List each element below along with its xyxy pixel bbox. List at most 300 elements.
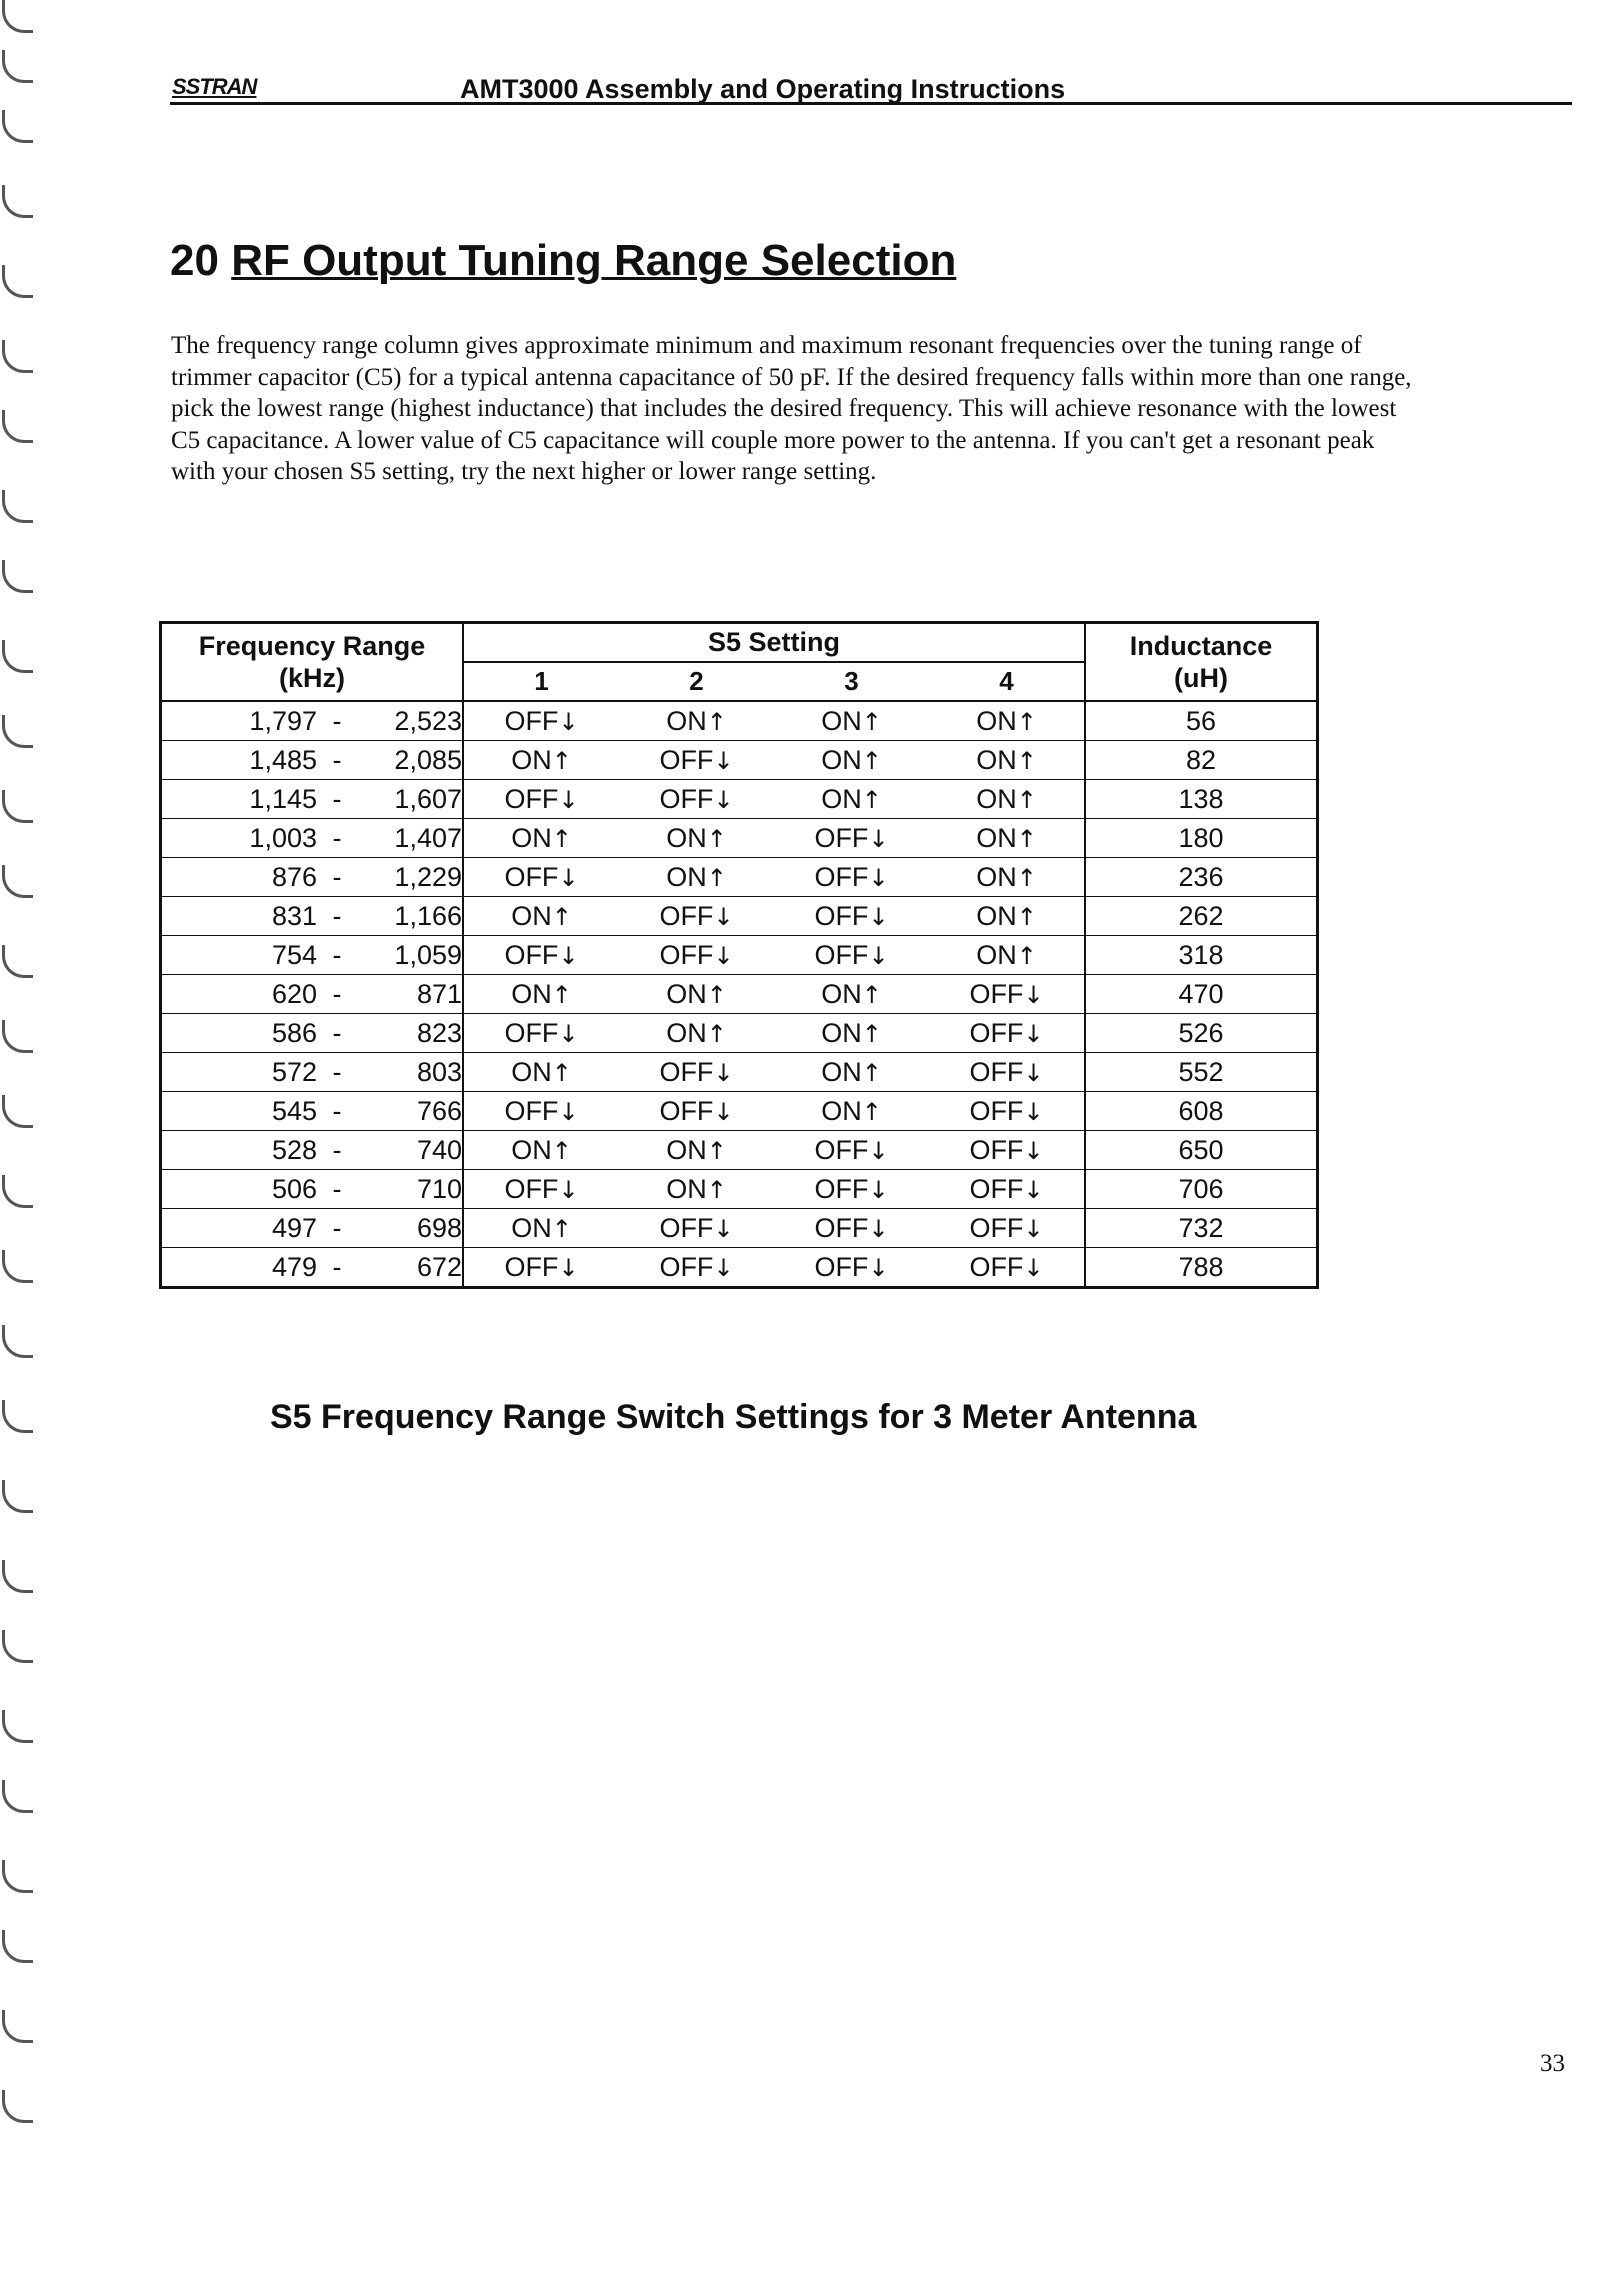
freq-min-cell: 620 bbox=[161, 975, 318, 1014]
switch-state-label: ON bbox=[821, 1056, 862, 1087]
inductance-cell: 552 bbox=[1085, 1053, 1318, 1092]
switch-state-cell bbox=[774, 701, 929, 741]
freq-dash-cell: - bbox=[317, 1131, 357, 1170]
binding-ring bbox=[2, 1930, 33, 1963]
switch-state-label: OFF bbox=[814, 1134, 869, 1165]
table-row bbox=[161, 701, 1318, 741]
switch-state-cell bbox=[463, 1209, 619, 1248]
freq-dash-cell: - bbox=[317, 780, 357, 819]
arrow-down-icon: ↓ bbox=[713, 1058, 734, 1087]
freq-dash-cell: - bbox=[317, 858, 357, 897]
switch-state-cell bbox=[619, 1092, 774, 1131]
binding-ring bbox=[2, 1250, 33, 1283]
switch-state-cell bbox=[929, 858, 1085, 897]
table-row bbox=[161, 1170, 1318, 1209]
arrow-down-icon: ↓ bbox=[868, 1253, 889, 1282]
inductance-header-unit: (uH) bbox=[1174, 663, 1228, 693]
inductance-cell: 788 bbox=[1085, 1248, 1318, 1288]
switch-state-cell bbox=[463, 936, 619, 975]
switch-state-cell bbox=[774, 1014, 929, 1053]
freq-max-cell: 766 bbox=[357, 1092, 463, 1131]
arrow-down-icon: ↓ bbox=[868, 1175, 889, 1204]
freq-range-header bbox=[161, 623, 464, 702]
table-row bbox=[161, 1092, 1318, 1131]
switch-state-cell bbox=[619, 858, 774, 897]
arrow-down-icon: ↓ bbox=[868, 824, 889, 853]
inductance-cell: 56 bbox=[1085, 701, 1318, 741]
inductance-header-label: Inductance bbox=[1129, 631, 1273, 661]
switch-state-cell bbox=[463, 1092, 619, 1131]
switch-state-label: OFF bbox=[814, 1212, 869, 1243]
switch-state-cell bbox=[929, 819, 1085, 858]
switch-state-label: OFF bbox=[504, 1017, 559, 1048]
arrow-up-icon: ↑ bbox=[861, 746, 882, 775]
arrow-down-icon: ↓ bbox=[713, 785, 734, 814]
arrow-up-icon: ↑ bbox=[551, 902, 572, 931]
switch-state-label: OFF bbox=[969, 1134, 1024, 1165]
switch-state-label: ON bbox=[511, 1212, 552, 1243]
arrow-up-icon: ↑ bbox=[1016, 824, 1037, 853]
arrow-up-icon: ↑ bbox=[551, 746, 572, 775]
binding-ring bbox=[2, 2010, 33, 2043]
switch-state-cell bbox=[463, 858, 619, 897]
switch-state-label: ON bbox=[511, 1134, 552, 1165]
table-row bbox=[161, 936, 1318, 975]
switch-state-label: ON bbox=[821, 1017, 862, 1048]
binding-ring bbox=[2, 185, 33, 218]
switch-state-label: OFF bbox=[969, 1095, 1024, 1126]
switch-state-cell bbox=[619, 819, 774, 858]
arrow-down-icon: ↓ bbox=[1023, 1019, 1044, 1048]
binding-ring bbox=[2, 1560, 33, 1593]
freq-min-cell: 479 bbox=[161, 1248, 318, 1288]
binding-ring bbox=[2, 410, 33, 443]
intro-line: with your chosen S5 setting, try the next higher or lower range setting. bbox=[171, 458, 877, 485]
switch-state-label: OFF bbox=[969, 1017, 1024, 1048]
intro-paragraph bbox=[171, 330, 1571, 488]
switch-state-cell bbox=[929, 1053, 1085, 1092]
switch-state-cell bbox=[619, 1131, 774, 1170]
binding-ring bbox=[2, 2090, 33, 2123]
freq-max-cell: 803 bbox=[357, 1053, 463, 1092]
freq-dash-cell: - bbox=[317, 975, 357, 1014]
freq-min-cell: 1,797 bbox=[161, 701, 318, 741]
binding-ring bbox=[2, 865, 33, 898]
arrow-down-icon: ↓ bbox=[713, 1097, 734, 1126]
arrow-up-icon: ↑ bbox=[1016, 785, 1037, 814]
freq-max-cell: 2,085 bbox=[357, 741, 463, 780]
switch-state-label: ON bbox=[821, 978, 862, 1009]
arrow-down-icon: ↓ bbox=[558, 1019, 579, 1048]
intro-line: trimmer capacitor (C5) for a typical antenna capacitance of 50 pF. If the desired frequency falls within more than one range, bbox=[171, 363, 1412, 391]
table-caption: S5 Frequency Range Switch Settings for 3 Meter Antenna bbox=[270, 1398, 1197, 1436]
switch-state-cell bbox=[929, 1248, 1085, 1288]
arrow-down-icon: ↓ bbox=[713, 941, 734, 970]
binding-ring bbox=[2, 1020, 33, 1053]
switch-state-cell bbox=[929, 936, 1085, 975]
page-header bbox=[170, 72, 1572, 105]
switch-state-cell bbox=[619, 780, 774, 819]
intro-line: pick the lowest range (highest inductance) that includes the desired frequency. This will achieve resonance with the lowest bbox=[171, 395, 1397, 422]
switch-state-cell bbox=[774, 1248, 929, 1288]
arrow-up-icon: ↑ bbox=[861, 1097, 882, 1126]
binding-ring bbox=[2, 1175, 33, 1208]
switch-number-1: 1 bbox=[463, 662, 619, 701]
freq-min-cell: 528 bbox=[161, 1131, 318, 1170]
switch-settings-table bbox=[159, 621, 1319, 1289]
freq-dash-cell: - bbox=[317, 701, 357, 741]
binding-ring bbox=[2, 790, 33, 823]
freq-min-cell: 586 bbox=[161, 1014, 318, 1053]
switch-state-label: OFF bbox=[504, 1251, 559, 1282]
arrow-down-icon: ↓ bbox=[558, 1097, 579, 1126]
switch-state-label: ON bbox=[821, 1095, 862, 1126]
table-row bbox=[161, 780, 1318, 819]
arrow-down-icon: ↓ bbox=[558, 785, 579, 814]
switch-state-label: OFF bbox=[814, 939, 869, 970]
binding-ring bbox=[2, 945, 33, 978]
freq-dash-cell: - bbox=[317, 1092, 357, 1131]
table-row bbox=[161, 858, 1318, 897]
freq-min-cell: 1,145 bbox=[161, 780, 318, 819]
freq-min-cell: 545 bbox=[161, 1092, 318, 1131]
arrow-down-icon: ↓ bbox=[558, 707, 579, 736]
arrow-up-icon: ↑ bbox=[706, 707, 727, 736]
freq-max-cell: 698 bbox=[357, 1209, 463, 1248]
switch-state-cell bbox=[929, 1209, 1085, 1248]
switch-state-cell bbox=[774, 897, 929, 936]
freq-min-cell: 876 bbox=[161, 858, 318, 897]
switch-state-label: ON bbox=[976, 744, 1017, 775]
inductance-cell: 318 bbox=[1085, 936, 1318, 975]
switch-state-cell bbox=[619, 701, 774, 741]
switch-state-label: OFF bbox=[969, 1056, 1024, 1087]
arrow-down-icon: ↓ bbox=[1023, 1253, 1044, 1282]
freq-max-cell: 672 bbox=[357, 1248, 463, 1288]
inductance-cell: 706 bbox=[1085, 1170, 1318, 1209]
switch-state-label: OFF bbox=[814, 861, 869, 892]
switch-state-cell bbox=[774, 1209, 929, 1248]
arrow-up-icon: ↑ bbox=[706, 1136, 727, 1165]
switch-state-cell bbox=[929, 1131, 1085, 1170]
freq-dash-cell: - bbox=[317, 1248, 357, 1288]
switch-state-label: ON bbox=[666, 705, 707, 736]
freq-min-cell: 497 bbox=[161, 1209, 318, 1248]
arrow-up-icon: ↑ bbox=[861, 785, 882, 814]
arrow-down-icon: ↓ bbox=[1023, 1097, 1044, 1126]
freq-max-cell: 2,523 bbox=[357, 701, 463, 741]
table-row bbox=[161, 1053, 1318, 1092]
switch-state-cell bbox=[463, 1014, 619, 1053]
switch-state-label: ON bbox=[511, 900, 552, 931]
arrow-down-icon: ↓ bbox=[1023, 1136, 1044, 1165]
switch-state-label: ON bbox=[821, 783, 862, 814]
arrow-down-icon: ↓ bbox=[1023, 1214, 1044, 1243]
s5-setting-header: S5 Setting bbox=[463, 623, 1085, 663]
arrow-up-icon: ↑ bbox=[1016, 941, 1037, 970]
switch-state-cell bbox=[463, 1053, 619, 1092]
switch-state-cell bbox=[774, 936, 929, 975]
table-row bbox=[161, 819, 1318, 858]
switch-state-cell bbox=[774, 1170, 929, 1209]
switch-state-label: OFF bbox=[814, 900, 869, 931]
switch-state-cell bbox=[929, 701, 1085, 741]
switch-state-cell bbox=[619, 1209, 774, 1248]
freq-max-cell: 1,059 bbox=[357, 936, 463, 975]
arrow-down-icon: ↓ bbox=[868, 863, 889, 892]
sstran-logo: SSTRAN bbox=[172, 74, 257, 99]
intro-line: C5 capacitance. A lower value of C5 capacitance will couple more power to the antenna. If you can't get a resonant peak bbox=[171, 426, 1375, 454]
switch-state-cell bbox=[929, 780, 1085, 819]
switch-state-label: OFF bbox=[969, 1173, 1024, 1204]
switch-state-cell bbox=[929, 897, 1085, 936]
switch-state-cell bbox=[619, 936, 774, 975]
freq-max-cell: 823 bbox=[357, 1014, 463, 1053]
binding-ring bbox=[2, 110, 33, 143]
switch-state-label: ON bbox=[976, 822, 1017, 853]
freq-min-cell: 572 bbox=[161, 1053, 318, 1092]
freq-dash-cell: - bbox=[317, 1014, 357, 1053]
table-body bbox=[161, 701, 1318, 1288]
switch-state-cell bbox=[929, 1170, 1085, 1209]
arrow-up-icon: ↑ bbox=[706, 863, 727, 892]
arrow-up-icon: ↑ bbox=[861, 1019, 882, 1048]
inductance-cell: 180 bbox=[1085, 819, 1318, 858]
switch-state-cell bbox=[929, 975, 1085, 1014]
switch-state-cell bbox=[619, 1053, 774, 1092]
binding-ring bbox=[2, 50, 33, 83]
switch-state-label: OFF bbox=[814, 1251, 869, 1282]
switch-state-cell bbox=[929, 1092, 1085, 1131]
table-row bbox=[161, 975, 1318, 1014]
switch-state-label: OFF bbox=[659, 1095, 714, 1126]
switch-state-cell bbox=[774, 1092, 929, 1131]
arrow-down-icon: ↓ bbox=[868, 902, 889, 931]
switch-state-label: OFF bbox=[814, 1173, 869, 1204]
arrow-down-icon: ↓ bbox=[558, 1253, 579, 1282]
switch-state-label: OFF bbox=[659, 1056, 714, 1087]
switch-state-label: ON bbox=[511, 744, 552, 775]
freq-max-cell: 871 bbox=[357, 975, 463, 1014]
inductance-cell: 732 bbox=[1085, 1209, 1318, 1248]
arrow-up-icon: ↑ bbox=[1016, 707, 1037, 736]
table-row bbox=[161, 1209, 1318, 1248]
freq-dash-cell: - bbox=[317, 897, 357, 936]
switch-number-4: 4 bbox=[929, 662, 1085, 701]
arrow-up-icon: ↑ bbox=[551, 824, 572, 853]
inductance-cell: 82 bbox=[1085, 741, 1318, 780]
binding-ring bbox=[2, 715, 33, 748]
binding-ring bbox=[2, 1630, 33, 1663]
switch-state-cell bbox=[463, 975, 619, 1014]
switch-state-cell bbox=[463, 1170, 619, 1209]
arrow-down-icon: ↓ bbox=[868, 1214, 889, 1243]
switch-state-cell bbox=[774, 1053, 929, 1092]
freq-dash-cell: - bbox=[317, 741, 357, 780]
arrow-up-icon: ↑ bbox=[551, 1136, 572, 1165]
switch-state-label: OFF bbox=[504, 861, 559, 892]
inductance-header bbox=[1085, 623, 1318, 702]
arrow-down-icon: ↓ bbox=[713, 1253, 734, 1282]
switch-state-label: OFF bbox=[504, 1173, 559, 1204]
switch-state-label: ON bbox=[976, 783, 1017, 814]
freq-max-cell: 1,607 bbox=[357, 780, 463, 819]
freq-max-cell: 1,166 bbox=[357, 897, 463, 936]
switch-state-label: OFF bbox=[814, 822, 869, 853]
binding-ring bbox=[2, 1780, 33, 1813]
arrow-up-icon: ↑ bbox=[706, 824, 727, 853]
switch-state-label: OFF bbox=[659, 1212, 714, 1243]
binding-ring bbox=[2, 640, 33, 673]
switch-state-label: ON bbox=[976, 939, 1017, 970]
switch-state-label: OFF bbox=[659, 900, 714, 931]
switch-number-3: 3 bbox=[774, 662, 929, 701]
switch-state-cell bbox=[774, 975, 929, 1014]
inductance-cell: 608 bbox=[1085, 1092, 1318, 1131]
switch-state-cell bbox=[463, 1248, 619, 1288]
switch-state-cell bbox=[463, 1131, 619, 1170]
switch-state-label: ON bbox=[511, 1056, 552, 1087]
switch-state-cell bbox=[619, 1014, 774, 1053]
table-row bbox=[161, 741, 1318, 780]
switch-state-cell bbox=[774, 858, 929, 897]
switch-state-cell bbox=[774, 1131, 929, 1170]
freq-min-cell: 831 bbox=[161, 897, 318, 936]
switch-state-label: OFF bbox=[504, 783, 559, 814]
binding-ring bbox=[2, 1325, 33, 1358]
table-row bbox=[161, 1248, 1318, 1288]
arrow-up-icon: ↑ bbox=[1016, 746, 1037, 775]
switch-state-label: OFF bbox=[659, 744, 714, 775]
switch-state-label: ON bbox=[511, 978, 552, 1009]
switch-state-label: ON bbox=[976, 861, 1017, 892]
switch-state-cell bbox=[929, 1014, 1085, 1053]
arrow-up-icon: ↑ bbox=[1016, 902, 1037, 931]
binding-ring bbox=[2, 1480, 33, 1513]
inductance-cell: 526 bbox=[1085, 1014, 1318, 1053]
binding-ring bbox=[2, 1095, 33, 1128]
switch-state-label: OFF bbox=[659, 783, 714, 814]
switch-state-label: OFF bbox=[504, 939, 559, 970]
switch-state-cell bbox=[929, 741, 1085, 780]
switch-state-label: ON bbox=[666, 1173, 707, 1204]
switch-state-cell bbox=[774, 780, 929, 819]
arrow-up-icon: ↑ bbox=[706, 1019, 727, 1048]
switch-state-cell bbox=[619, 1170, 774, 1209]
arrow-up-icon: ↑ bbox=[551, 1058, 572, 1087]
binding-ring bbox=[2, 265, 33, 298]
freq-dash-cell: - bbox=[317, 1053, 357, 1092]
binding-ring bbox=[2, 340, 33, 373]
inductance-cell: 262 bbox=[1085, 897, 1318, 936]
switch-state-label: ON bbox=[511, 822, 552, 853]
switch-state-cell bbox=[463, 819, 619, 858]
arrow-down-icon: ↓ bbox=[1023, 980, 1044, 1009]
inductance-cell: 650 bbox=[1085, 1131, 1318, 1170]
header-title: AMT3000 Assembly and Operating Instructions bbox=[460, 74, 1066, 104]
arrow-down-icon: ↓ bbox=[713, 746, 734, 775]
switch-state-label: OFF bbox=[969, 1251, 1024, 1282]
arrow-down-icon: ↓ bbox=[558, 1175, 579, 1204]
binding-ring bbox=[2, 0, 33, 33]
switch-state-label: OFF bbox=[504, 705, 559, 736]
table-row bbox=[161, 1131, 1318, 1170]
arrow-up-icon: ↑ bbox=[861, 1058, 882, 1087]
arrow-down-icon: ↓ bbox=[1023, 1058, 1044, 1087]
switch-state-label: ON bbox=[666, 861, 707, 892]
switch-state-label: ON bbox=[976, 900, 1017, 931]
switch-state-label: ON bbox=[666, 1017, 707, 1048]
freq-dash-cell: - bbox=[317, 936, 357, 975]
switch-state-cell bbox=[619, 741, 774, 780]
arrow-down-icon: ↓ bbox=[558, 863, 579, 892]
switch-state-label: ON bbox=[976, 705, 1017, 736]
switch-state-label: ON bbox=[666, 822, 707, 853]
freq-range-header-label: Frequency Range bbox=[198, 631, 426, 661]
arrow-down-icon: ↓ bbox=[1023, 1175, 1044, 1204]
switch-state-label: ON bbox=[821, 744, 862, 775]
page-number: 33 bbox=[1540, 2050, 1565, 2077]
arrow-up-icon: ↑ bbox=[861, 707, 882, 736]
freq-min-cell: 754 bbox=[161, 936, 318, 975]
binding-holes bbox=[0, 0, 60, 2291]
binding-ring bbox=[2, 490, 33, 523]
freq-max-cell: 1,229 bbox=[357, 858, 463, 897]
switch-state-label: OFF bbox=[969, 978, 1024, 1009]
switch-state-label: OFF bbox=[504, 1095, 559, 1126]
arrow-up-icon: ↑ bbox=[1016, 863, 1037, 892]
arrow-up-icon: ↑ bbox=[706, 1175, 727, 1204]
binding-ring bbox=[2, 1400, 33, 1433]
switch-state-cell bbox=[774, 819, 929, 858]
arrow-down-icon: ↓ bbox=[868, 1136, 889, 1165]
switch-state-label: OFF bbox=[659, 1251, 714, 1282]
arrow-up-icon: ↑ bbox=[861, 980, 882, 1009]
switch-number-2: 2 bbox=[619, 662, 774, 701]
freq-dash-cell: - bbox=[317, 819, 357, 858]
arrow-down-icon: ↓ bbox=[868, 941, 889, 970]
table-row bbox=[161, 897, 1318, 936]
arrow-up-icon: ↑ bbox=[706, 980, 727, 1009]
switch-state-label: ON bbox=[666, 1134, 707, 1165]
inductance-cell: 138 bbox=[1085, 780, 1318, 819]
binding-ring bbox=[2, 1860, 33, 1893]
arrow-down-icon: ↓ bbox=[558, 941, 579, 970]
freq-min-cell: 1,003 bbox=[161, 819, 318, 858]
switch-state-label: OFF bbox=[969, 1212, 1024, 1243]
switch-state-cell bbox=[619, 1248, 774, 1288]
freq-max-cell: 740 bbox=[357, 1131, 463, 1170]
arrow-down-icon: ↓ bbox=[713, 902, 734, 931]
section-title: RF Output Tuning Range Selection bbox=[231, 236, 957, 285]
arrow-up-icon: ↑ bbox=[551, 980, 572, 1009]
switch-state-label: ON bbox=[821, 705, 862, 736]
freq-dash-cell: - bbox=[317, 1209, 357, 1248]
switch-state-cell bbox=[463, 780, 619, 819]
inductance-cell: 470 bbox=[1085, 975, 1318, 1014]
section-number: 20 bbox=[170, 236, 219, 285]
switch-state-label: ON bbox=[666, 978, 707, 1009]
freq-dash-cell: - bbox=[317, 1170, 357, 1209]
switch-state-cell bbox=[774, 741, 929, 780]
arrow-down-icon: ↓ bbox=[713, 1214, 734, 1243]
arrow-up-icon: ↑ bbox=[551, 1214, 572, 1243]
freq-max-cell: 710 bbox=[357, 1170, 463, 1209]
binding-ring bbox=[2, 1710, 33, 1743]
table-row bbox=[161, 1014, 1318, 1053]
freq-min-cell: 506 bbox=[161, 1170, 318, 1209]
freq-min-cell: 1,485 bbox=[161, 741, 318, 780]
